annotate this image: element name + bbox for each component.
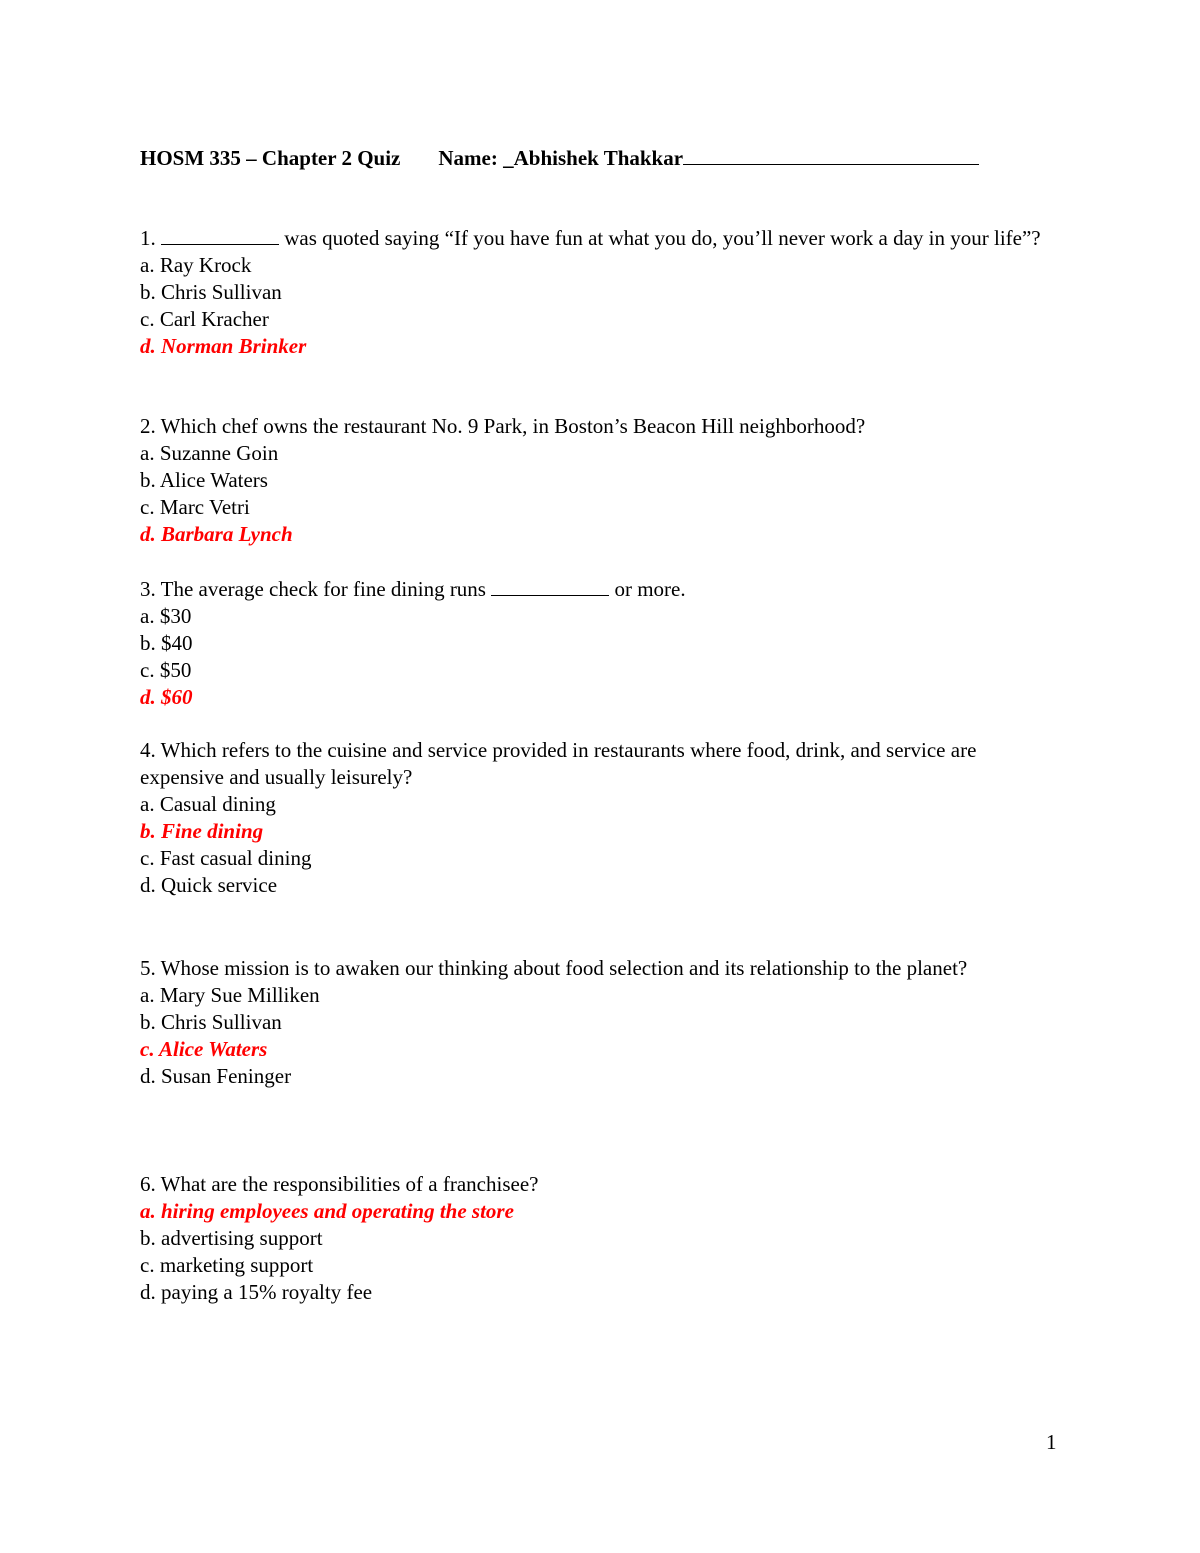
option-d-correct: d. Barbara Lynch: [140, 522, 293, 546]
option-b: b. Chris Sullivan: [140, 1010, 282, 1034]
question-2: [140, 413, 1060, 548]
option-c: c. Fast casual dining: [140, 846, 312, 870]
course-title: HOSM 335 – Chapter 2 Quiz: [140, 146, 401, 170]
option-d-correct: d. $60: [140, 685, 193, 709]
option-b: b. advertising support: [140, 1226, 323, 1250]
option-c: c. Marc Vetri: [140, 495, 250, 519]
option-c-correct: c. Alice Waters: [140, 1037, 268, 1061]
question-1: [140, 224, 1060, 360]
option-d: d. Susan Feninger: [140, 1064, 292, 1088]
question-text: 2. Which chef owns the restaurant No. 9 Park, in Boston’s Beacon Hill neighborhood?: [140, 414, 866, 438]
question-text: 1. was quoted saying “If you have fun at what you do, you’ll never work a day in your life”?: [140, 226, 1041, 250]
quiz-header: [140, 142, 979, 173]
option-c: c. $50: [140, 658, 192, 682]
option-a: a. Suzanne Goin: [140, 441, 279, 465]
option-b: b. $40: [140, 631, 193, 655]
option-b: b. Alice Waters: [140, 468, 268, 492]
option-a: a. Mary Sue Milliken: [140, 983, 320, 1007]
option-c: c. Carl Kracher: [140, 307, 269, 331]
option-a: a. Ray Krock: [140, 253, 252, 277]
name-underline: [683, 142, 979, 165]
fill-in-blank: [491, 575, 609, 596]
question-6: [140, 1171, 1060, 1306]
fill-in-blank: [161, 224, 279, 245]
question-text: 3. The average check for fine dining runs or more.: [140, 577, 686, 601]
option-b: b. Chris Sullivan: [140, 280, 282, 304]
option-d-correct: d. Norman Brinker: [140, 334, 307, 358]
question-text: 6. What are the responsibilities of a franchisee?: [140, 1172, 539, 1196]
option-d: d. paying a 15% royalty fee: [140, 1280, 373, 1304]
option-b-correct: b. Fine dining: [140, 819, 264, 843]
option-a: a. Casual dining: [140, 792, 276, 816]
name-label: Name:: [438, 146, 498, 170]
question-text: 4. Which refers to the cuisine and service provided in restaurants where food, drink, and service are expensive and usually leisurely?: [140, 738, 977, 789]
option-d: d. Quick service: [140, 873, 278, 897]
option-c: c. marketing support: [140, 1253, 314, 1277]
question-3: [140, 575, 1060, 711]
question-4: [140, 737, 1050, 899]
question-text: 5. Whose mission is to awaken our thinking about food selection and its relationship to the planet?: [140, 956, 968, 980]
student-name: _Abhishek Thakkar: [503, 146, 684, 170]
option-a-correct: a. hiring employees and operating the store: [140, 1199, 514, 1223]
page-number: 1: [1046, 1430, 1057, 1454]
question-5: [140, 955, 1020, 1090]
option-a: a. $30: [140, 604, 192, 628]
